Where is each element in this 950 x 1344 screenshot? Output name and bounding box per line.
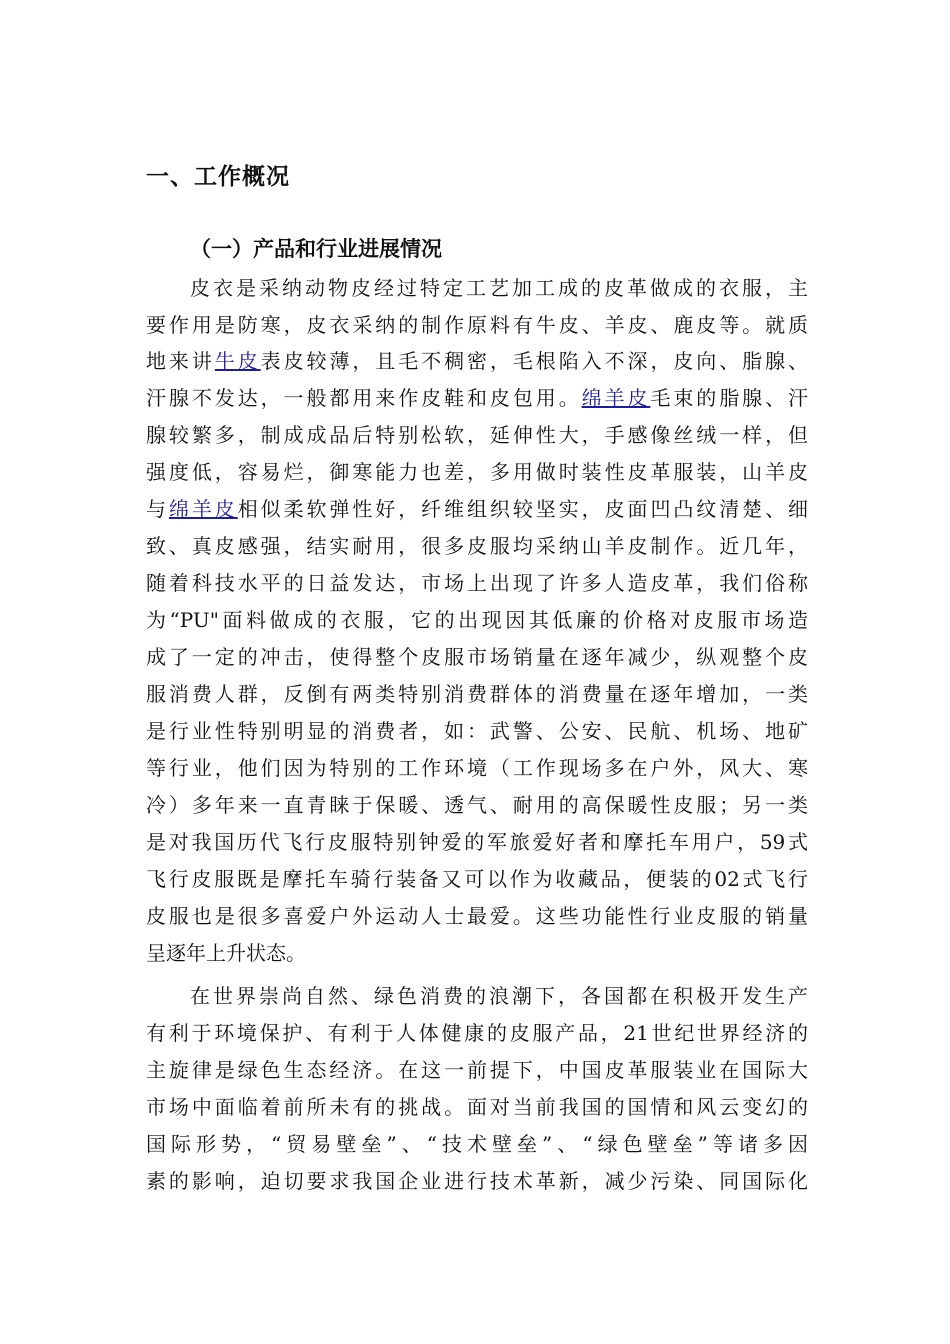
paragraph-line: 有利于环境保护、有利于人体健康的皮服产品，21世纪世界经济的 xyxy=(146,1021,808,1045)
paragraph-line: 素的影响，迫切要求我国企业进行技术革新，减少污染、同国际化 xyxy=(146,1169,808,1193)
subsection-heading: （一）产品和行业进展情况 xyxy=(190,237,442,261)
paragraph-line xyxy=(146,496,808,522)
paragraph-line: 皮衣是采纳动物皮经过特定工艺加工成的皮革做成的衣服，主 xyxy=(190,276,808,300)
line-rest: 相似柔软弹性好，纤维组织较坚实，皮面凹凸纹清楚、细 xyxy=(237,497,809,521)
paragraph-line: 成了一定的冲击，使得整个皮服市场销量在逐年减少，纵观整个皮 xyxy=(146,645,808,669)
paragraph-line: 在世界崇尚自然、绿色消费的浪潮下，各国都在积极开发生产 xyxy=(190,984,808,1008)
link-niupi[interactable]: 牛皮 xyxy=(214,349,261,373)
paragraph-line: 服消费人群，反倒有两类特别消费群体的消费量在逐年增加，一类 xyxy=(146,682,808,706)
paragraph-line: 市场中面临着前所未有的挑战。面对当前我国的国情和风云变幻的 xyxy=(146,1095,808,1119)
paragraph-line: 呈逐年上升状态。 xyxy=(146,941,306,965)
paragraph-line: 冷）多年来一直青睐于保暖、透气、耐用的高保暖性皮服；另一类 xyxy=(146,793,808,817)
line-rest: 毛束的脂腺、汗 xyxy=(650,386,809,410)
paragraph-line: 要作用是防寒，皮衣采纳的制作原料有牛皮、羊皮、鹿皮等。就质 xyxy=(146,313,808,337)
paragraph-line: 强度低，容易烂，御寒能力也差，多用做时装性皮革服装，山羊皮 xyxy=(146,460,808,484)
paragraph-line: 是对我国历代飞行皮服特别钟爱的军旅爱好者和摩托车用户，59式 xyxy=(146,830,808,854)
paragraph-line: 为“PU"面料做成的衣服，它的出现因其低廉的价格对皮服市场造 xyxy=(146,608,808,632)
section-heading: 一、工作概况 xyxy=(146,164,290,190)
line-rest: 表皮较薄，且毛不稠密，毛根陷入不深，皮向、脂腺、 xyxy=(260,349,809,373)
paragraph-line: 皮服也是很多喜爱户外运动人士最爱。这些功能性行业皮服的销量 xyxy=(146,904,808,928)
paragraph-line: 飞行皮服既是摩托车骑行装备又可以作为收藏品，便装的02式飞行 xyxy=(146,867,808,891)
paragraph-line: 腺较繁多，制成成品后特别松软，延伸性大，手感像丝绒一样，但 xyxy=(146,423,808,447)
line-prefix: 与 xyxy=(146,497,169,521)
paragraph-line: 致、真皮感强，结实耐用，很多皮服均采纳山羊皮制作。近几年， xyxy=(146,534,808,558)
paragraph-line: 主旋律是绿色生态经济。在这一前提下，中国皮革服装业在国际大 xyxy=(146,1058,808,1082)
link-mianyangpi-2[interactable]: 绵羊皮 xyxy=(168,497,238,521)
line-prefix: 地来讲 xyxy=(146,349,215,373)
paragraph-line: 等行业，他们因为特别的工作环境（工作现场多在户外，风大、寒 xyxy=(146,756,808,780)
link-mianyangpi[interactable]: 绵羊皮 xyxy=(581,386,651,410)
line-text: 汗腺不发达，一般都用来作皮鞋和皮包用。 xyxy=(146,386,582,410)
paragraph-line: 国际形势，“贸易壁垒”、“技术壁垒”、“绿色壁垒”等诸多因 xyxy=(146,1132,808,1156)
paragraph-line xyxy=(146,348,808,374)
paragraph-line xyxy=(146,385,808,411)
paragraph-line: 是行业性特别明显的消费者，如：武警、公安、民航、机场、地矿 xyxy=(146,719,808,743)
paragraph-line: 随着科技水平的日益发达，市场上出现了许多人造皮革，我们俗称 xyxy=(146,571,808,595)
